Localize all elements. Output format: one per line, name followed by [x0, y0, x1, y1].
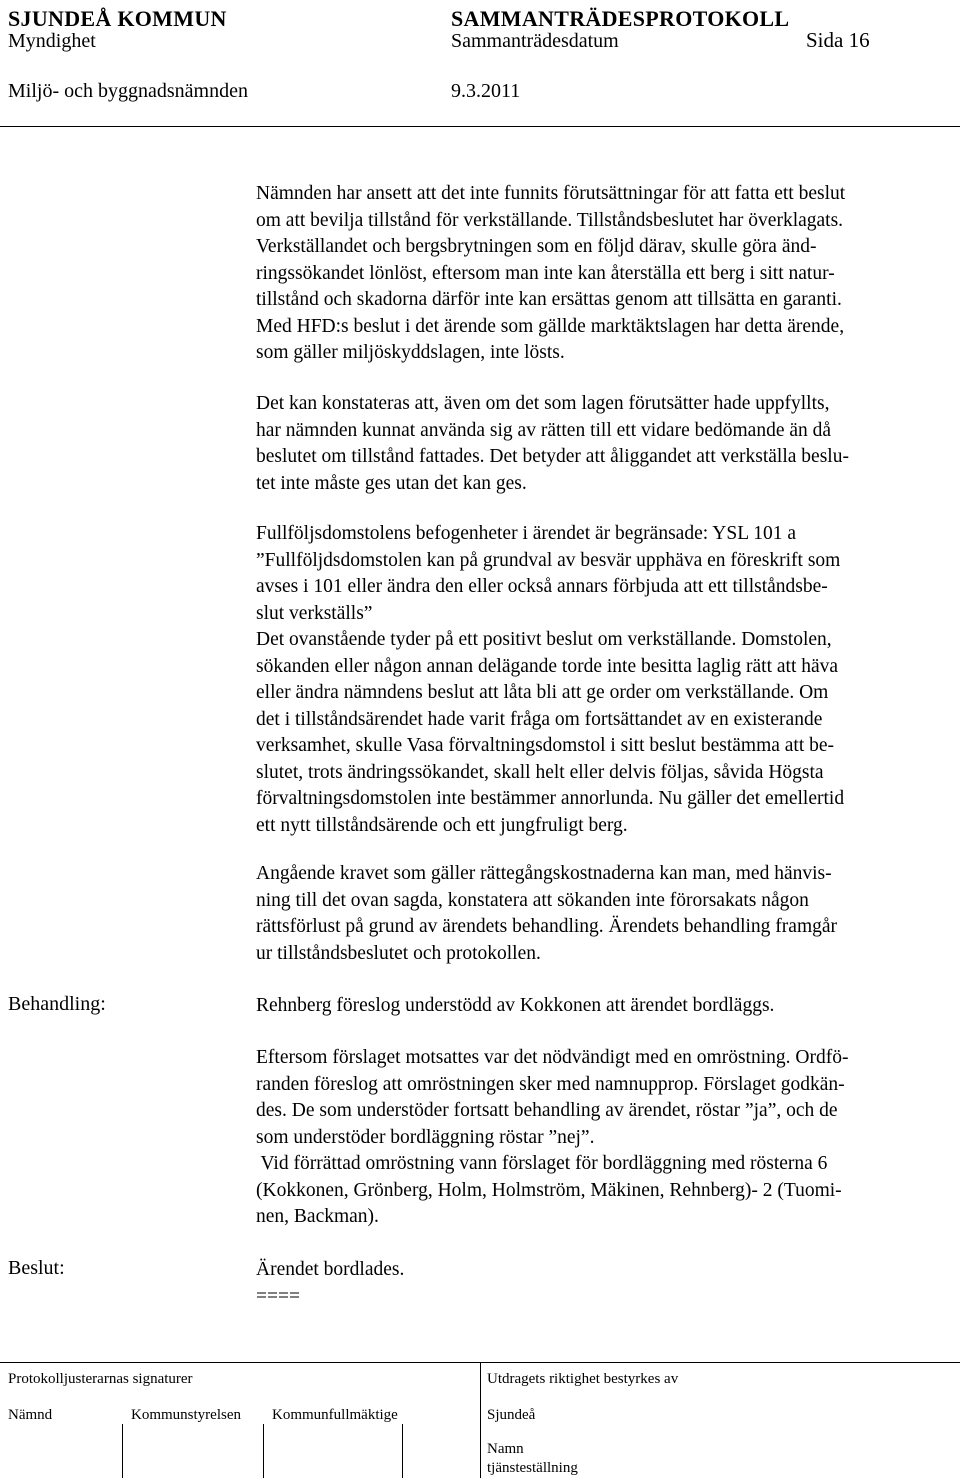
vote-line: nen, Backman). [256, 1206, 379, 1227]
authority-label: Myndighet [8, 30, 96, 52]
paragraph-1 [256, 181, 948, 367]
certify-label: Utdragets riktighet bestyrkes av [487, 1371, 679, 1387]
document-type: SAMMANTRÄDESPROTOKOLL [451, 6, 790, 31]
footer-divider [480, 1362, 481, 1478]
paragraph-line: förvaltningsdomstolen inte bestämmer annorlunda. Nu gäller det emellertid [256, 788, 845, 809]
behandling-label: Behandling: [8, 993, 106, 1015]
beslut-line: Ärendet bordlades. [256, 1259, 405, 1280]
paragraph-3 [256, 521, 948, 839]
paragraph-line: avses i 101 eller ändra den eller också annars förbjuda att ett tillståndsbe- [256, 576, 828, 597]
paragraph-line: Fullföljsdomstolens befogenheter i ärendet är begränsade: YSL 101 a [256, 523, 797, 544]
paragraph-line: eller ändra nämndens beslut att låta bli att ge order om verkställande. Om [256, 682, 829, 703]
behandling-text [256, 993, 948, 1020]
position-label: tjänsteställning [487, 1460, 578, 1476]
signatures-label: Protokolljusterarnas signaturer [8, 1371, 193, 1387]
footer-col-namnd: Nämnd [8, 1407, 53, 1423]
paragraph-line: ett nytt tillståndsärende och ett jungfruligt berg. [256, 814, 628, 836]
paragraph-line: ning till det ovan sagda, konstatera att sökanden inte förorsakats någon [256, 889, 809, 911]
paragraph-line: beslutet om tillstånd fattades. Det betyder att åliggandet att verkställa beslu- [256, 446, 849, 467]
paragraph-line: Det kan konstateras att, även om det som lagen förutsätter hade uppfyllts, [256, 393, 830, 414]
paragraph-4 [256, 861, 948, 967]
behandling-line: Rehnberg föreslog understödd av Kokkonen att ärendet bordläggs. [256, 995, 775, 1016]
vote-line: (Kokkonen, Grönberg, Holm, Holmström, Mäkinen, Rehnberg)- 2 (Tuomi- [256, 1179, 842, 1201]
paragraph-line: det i tillståndsärendet hade varit fråga om fortsättandet av en existerande [256, 708, 823, 730]
paragraph-line: ringssökandet lönlöst, eftersom man inte kan återställa ett berg i sitt natur- [256, 262, 835, 284]
vote-line: som understöder bordläggning röstar ”nej”. [256, 1126, 595, 1148]
authority-name: Miljö- och byggnadsnämnden [8, 80, 248, 102]
signature-box-line [122, 1424, 123, 1478]
paragraph-line: Verkställandet och bergsbrytningen som en följd därav, skulle göra änd- [256, 236, 817, 257]
paragraph-2 [256, 391, 948, 497]
name-label: Namn [487, 1441, 524, 1457]
footer-col-kommunfullmaktige: Kommunfullmäktige [272, 1407, 398, 1423]
vote-line: des. De som understöder fortsatt behandling av ärendet, röstar ”ja”, och de [256, 1100, 838, 1121]
paragraph-line: som gäller miljöskyddslagen, inte lösts. [256, 342, 565, 363]
paragraph-line: ur tillståndsbeslutet och protokollen. [256, 942, 541, 964]
paragraph-line: har nämnden kunnat använda sig av rätten till ett vidare bedömande än då [256, 419, 832, 441]
meeting-date-label: Sammanträdesdatum [451, 30, 619, 52]
vote-line: Eftersom förslaget motsattes var det nödvändigt med en omröstning. Ordfö- [256, 1047, 849, 1068]
page-number: Sida 16 [806, 28, 870, 52]
paragraph-line: sökanden eller någon annan delägande torde inte besitta laglig rätt att häva [256, 655, 839, 677]
paragraph-line: Med HFD:s beslut i det ärende som gällde marktäktslagen har detta ärende, [256, 315, 845, 337]
paragraph-line: Nämnden har ansett att det inte funnits förutsättningar för att fatta ett beslut [256, 183, 846, 204]
paragraph-line: tet inte måste ges utan det kan ges. [256, 472, 527, 494]
beslut-label: Beslut: [8, 1257, 65, 1279]
vote-line: Vid förrättad omröstning vann förslaget för bordläggning med rösterna 6 [256, 1153, 828, 1174]
paragraph-line: slut verkställs” [256, 602, 373, 624]
vote-line: randen föreslog att omröstningen sker med namnupprop. Förslaget godkän- [256, 1073, 845, 1095]
paragraph-line: ”Fullföljdsdomstolen kan på grundval av besvär upphäva en föreskrift som [256, 549, 841, 571]
paragraph-line: slutet, trots ändringssökandet, skall helt eller delvis följas, såvida Högsta [256, 761, 824, 783]
municipality-name: SJUNDEÅ KOMMUN [8, 6, 227, 31]
signature-box-line [263, 1424, 264, 1478]
paragraph-line: Det ovanstående tyder på ett positivt beslut om verkställande. Domstolen, [256, 629, 832, 650]
end-mark: ==== [256, 1285, 300, 1307]
meeting-date: 9.3.2011 [451, 80, 521, 102]
paragraph-line: rättsförlust på grund av ärendets behandling. Ärendets behandling framgår [256, 916, 838, 937]
signature-box-line [402, 1424, 403, 1478]
footer-place: Sjundeå [487, 1407, 536, 1423]
vote-paragraph [256, 1045, 948, 1231]
footer-col-kommunstyrelsen: Kommunstyrelsen [131, 1407, 241, 1423]
paragraph-line: om att bevilja tillstånd för verkställande. Tillståndsbeslutet har överklagats. [256, 209, 844, 231]
header-rule [0, 126, 960, 127]
beslut-text [256, 1257, 948, 1310]
paragraph-line: tillstånd och skadorna därför inte kan ersättas genom att tillsätta en garanti. [256, 289, 842, 310]
paragraph-line: verksamhet, skulle Vasa förvaltningsdomstol i sitt beslut bestämma att be- [256, 735, 835, 756]
paragraph-line: Angående kravet som gäller rättegångskostnaderna kan man, med hänvis- [256, 863, 832, 884]
